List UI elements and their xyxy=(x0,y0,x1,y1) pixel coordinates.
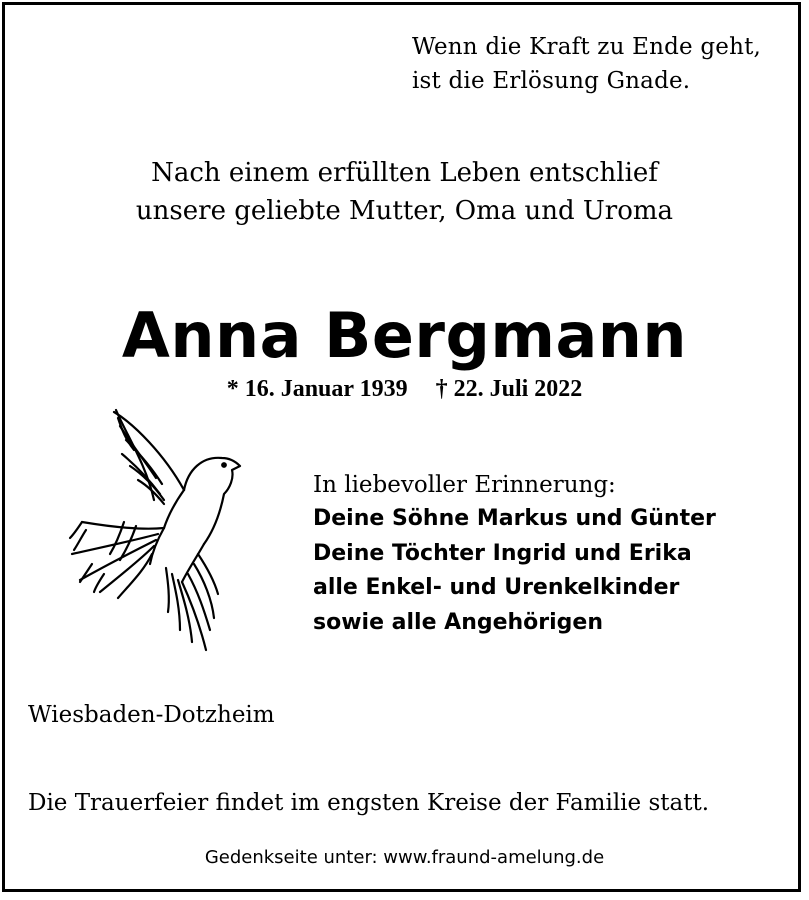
life-dates xyxy=(0,372,809,406)
intro-line-1: Nach einem erfüllten Leben entschlief xyxy=(151,158,658,188)
deceased-name: Anna Bergmann xyxy=(121,299,688,372)
mourner-line: alle Enkel- und Urenkelkinder xyxy=(313,575,680,600)
mourners-block xyxy=(313,468,716,640)
motto-line-2: ist die Erlösung Gnade. xyxy=(412,68,691,94)
birth-date: * 16. Januar 1939 xyxy=(226,376,408,402)
death-date: † 22. Juli 2022 xyxy=(435,376,583,402)
mourner-line: Deine Söhne Markus und Günter xyxy=(313,506,716,531)
mourner-line: sowie alle Angehörigen xyxy=(313,609,604,635)
intro-text xyxy=(0,154,809,230)
mourner-line: Deine Töchter Ingrid und Erika xyxy=(313,540,692,566)
intro-line-2: unsere geliebte Mutter, Oma und Uroma xyxy=(135,196,674,226)
memorial-website[interactable]: Gedenkseite unter: www.fraund-amelung.de xyxy=(204,847,605,868)
motto xyxy=(412,30,761,98)
motto-line-1: Wenn die Kraft zu Ende geht, xyxy=(412,34,762,60)
funeral-note: Die Trauerfeier findet im engsten Kreise der Familie statt. xyxy=(28,790,710,816)
place: Wiesbaden-Dotzheim xyxy=(28,702,275,728)
dove-icon xyxy=(64,404,250,656)
mourners-lead: In liebevoller Erinnerung: xyxy=(313,472,616,498)
